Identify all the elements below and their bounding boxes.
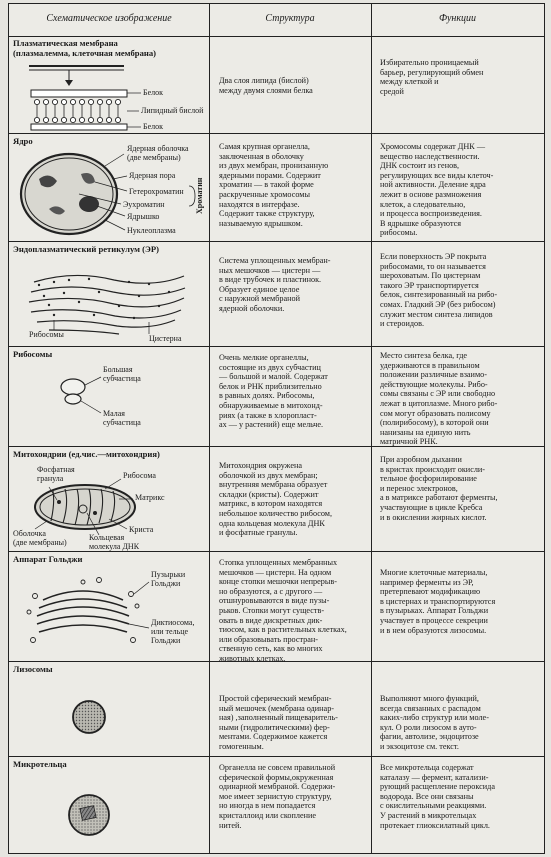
- table-row-plasma-membrane: [9, 36, 544, 134]
- header-function-column: Функции: [438, 13, 477, 24]
- function-text: Многие клеточные материалы, например ферменты из ЭР, претерпевают модификацию в цистернах и транспортируются в пузырьках. Аппарат Гольджи участвует в процессе секреции и в нем образуются лизосомы.: [380, 568, 496, 635]
- table-row-lysosomes: [9, 662, 544, 757]
- label-small-subunit: Малая субчастица: [103, 409, 141, 427]
- function-text: Выполняют много функций, всегда связанных с распадом каких-либо структур или моле- кул. О роли лизосом в ауто- фагии, автолизе, эндоцитозе и экзоцитозе см. текст.: [380, 694, 489, 751]
- structure-text: Самая крупная органелла, заключенная в оболочку из двух мембран, пронизанную ядерными порами. Содержит хроматин — в такой форме раскрученные хромосомы находятся в интерфазе. Содержит также структуру, называемую ядрышком.: [219, 142, 329, 228]
- structure-text: Митохондрия окружена оболочкой из двух мембран; внутренняя мембрана образует складки (кристы). Содержит матрикс, в котором находятся небольшое количество рибосом, одна кольцевая молекула ДНК и фосфатные гранулы.: [219, 461, 333, 538]
- label-crista: Криста: [129, 525, 154, 534]
- row-title: Митохондрии (ед.чис.—митохондрия): [13, 449, 160, 459]
- table-row-golgi: [9, 552, 544, 662]
- row-title: Плазматическая мембрана (плазмалемма, клеточная мембрана): [13, 38, 156, 58]
- label-golgi-vesicles: Пузырьки Гольджи: [151, 570, 186, 588]
- row-title: Ядро: [13, 136, 33, 146]
- label-large-subunit: Большая субчастица: [103, 365, 141, 383]
- golgi-diagram: [9, 552, 209, 662]
- label-envelope: Оболочка (две мембраны): [13, 529, 67, 547]
- organelles-table: [8, 3, 545, 854]
- function-text: Если поверхность ЭР покрыта рибосомами, то он называется шероховатым. По цистернам такого ЭР транспортируется белок, синтезированный на рибо- сомах. Гладкий ЭР (без рибосом) служит местом синтеза липидов и стероидов.: [380, 252, 498, 329]
- label-chromatin: Хроматин: [195, 177, 204, 214]
- label-phosphate-granule: Фосфатная гранула: [37, 465, 75, 483]
- row-title: Аппарат Гольджи: [13, 554, 83, 564]
- plasma-membrane-diagram: [9, 36, 209, 134]
- label-nucleolus: Ядрышко: [127, 212, 160, 221]
- table-row-mitochondria: [9, 447, 544, 552]
- row-title: Лизосомы: [13, 664, 53, 674]
- label-protein: Белок: [143, 88, 164, 97]
- function-text: Место синтеза белка, где удерживаются в правильном положении различные взаимо- действующие молекулы. Рибо- сомы связаны с ЭР или свободно лежат в цитоплазме. Много рибо- сом могут образовать полисому (полирибосому), в которой они нанизаны на единую нить матричной РНК.: [380, 351, 498, 447]
- table-header: [9, 4, 544, 37]
- row-title: Эндоплазматический ретикулум (ЭР): [13, 244, 159, 254]
- structure-text: Система уплощенных мембран- ных мешочков — цистерн — в виде трубочек и пластинок. Образует единое целое с наружной мембраной ядерной оболочки.: [219, 256, 331, 313]
- structure-text: Два слоя липида (бислой) между двумя слоями белка: [219, 76, 313, 95]
- label-nuclear-envelope: Ядерная оболочка (две мембраны): [127, 144, 189, 162]
- label-cistern: Цистерна: [149, 334, 182, 343]
- label-protein: Белок: [143, 122, 164, 131]
- label-matrix: Матрикс: [135, 493, 165, 502]
- label-euchromatin: Эухроматин: [123, 200, 165, 209]
- function-text: Хромосомы содержат ДНК — вещество наследственности. ДНК состоит из генов, регулирующих все виды клеточ- ной активности. Деление ядра лежит в основе размножения клеток, а следовательно, и процесса воспроизведения. В ядрышке образуются рибосомы.: [380, 142, 494, 238]
- structure-text: Органелла не совсем правильной сферической формы,окруженная одинарной мембраной. Содержи- мое имеет зернистую структуру, но иногда в нем попадается кристаллоид или скопление нитей.: [219, 763, 336, 830]
- row-title: Микротельца: [13, 759, 67, 769]
- function-text: При аэробном дыхании в кристах происходит окисли- тельное фосфорилирование и перенос электронов, а в матриксе работают ферменты, участвующие в цикле Кребса и в окислении жирных кислот.: [380, 455, 498, 522]
- structure-text: Простой сферический мембран- ный мешочек (мембрана одинар- ная) ,заполненный пищеваритель- ными (гидролитическими) фер- ментами. Содержимое кажется гомогенным.: [219, 694, 338, 751]
- label-circular-dna: Кольцевая молекула ДНК: [89, 533, 140, 551]
- microbody-diagram: [9, 757, 209, 853]
- label-ribosomes: Рибосомы: [29, 330, 64, 339]
- function-text: Все микротельца содержат каталазу — фермент, катализи- рующий расщепление пероксида водорода. Все они связаны с окислительными реакциями. У растений в микротельцах протекает глиоксилатный цикл.: [380, 763, 495, 830]
- structure-text: Стопка уплощенных мембранных мешочков — цистерн. На одном конце стопки мешочки непрерыв- но образуются, а с другого — отшнуровываются в виде пузы- рьков. Стопки могут существ- овать в виде дискретных дик- тиосом, как в растительных клетках, или образовывать простран- ственную сеть, как во многих животных клетках.: [219, 558, 347, 663]
- header-image-column: Схематическое изображение: [46, 13, 172, 24]
- label-nucleoplasm: Нуклеоплазма: [127, 226, 176, 235]
- lysosome-diagram: [9, 662, 209, 757]
- table-row-ribosomes: [9, 347, 544, 447]
- label-lipid-bilayer: Липидный бислой: [141, 106, 204, 115]
- label-nuclear-pore: Ядерная пора: [129, 171, 176, 180]
- label-ribosome: Рибосома: [123, 471, 156, 480]
- table-row-microbodies: [9, 757, 544, 853]
- table-row-er: [9, 242, 544, 347]
- table-row-nucleus: [9, 134, 544, 242]
- label-heterochromatin: Гетерохроматин: [129, 187, 184, 196]
- function-text: Избирательно проницаемый барьер, регулирующий обмен между клеткой и средой: [380, 58, 484, 96]
- structure-text: Очень мелкие органеллы, состоящие из двух субчастиц — большой и малой. Содержат белок и РНК приблизительно в равных долях. Рибосомы, обнаруживаемые в митохонд- риях (а также в хлоропласт- ах — у растений) еще мельче.: [219, 353, 328, 430]
- header-structure-column: Структура: [265, 13, 315, 24]
- row-title: Рибосомы: [13, 349, 53, 359]
- label-dictyosome: Диктиосома, или тельце Гольджи: [151, 618, 195, 645]
- ribosome-diagram: [9, 347, 209, 447]
